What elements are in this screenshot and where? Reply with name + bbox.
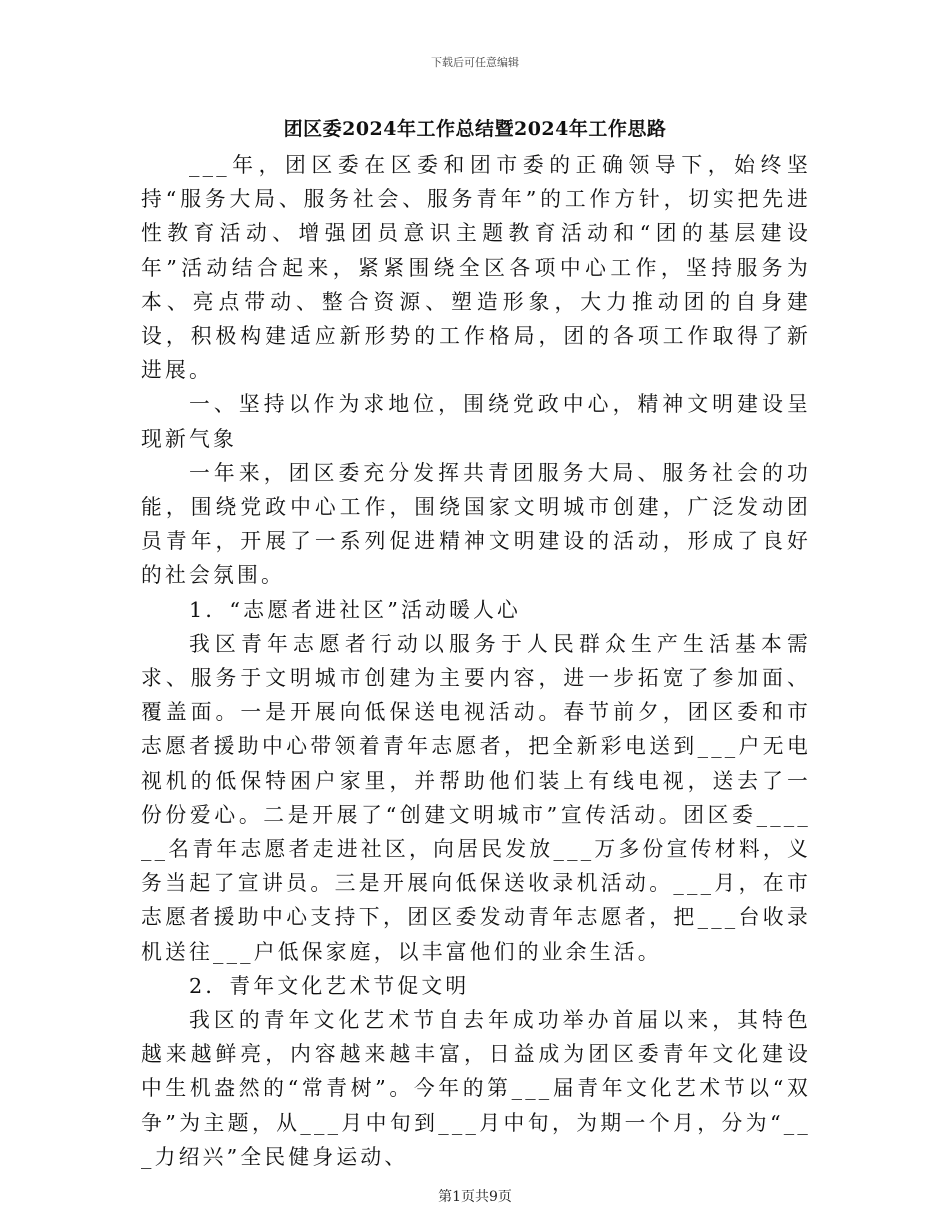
- page-footer: 第1页共9页: [438, 1189, 512, 1205]
- subheading-2: 2．青年文化艺术节促文明: [189, 973, 470, 998]
- culture-festival-paragraph: 我区的青年文化艺术节自去年成功举办首届以来，其特色越来越鲜亮，内容越来越丰富，日益成为团区委青年文化建设中生机盎然的“常青树”。今年的第___届青年文化艺术节以“双争”为主题，从___月中旬到___月中旬，为期一个月，分为“___力绍兴”全民健身运动、: [141, 1008, 811, 1169]
- document-body: [141, 148, 811, 1174]
- volunteer-paragraph: 我区青年志愿者行动以服务于人民群众生产生活基本需求、服务于文明城市创建为主要内容，进一步拓宽了参加面、覆盖面。一是开展向低保送电视活动。春节前夕，团区委和市志愿者援助中心带领着青年志愿者，把全新彩电送到___户无电视机的低保特困户家里，并帮助他们装上有线电视，送去了一份份爱心。二是开展了“创建文明城市”宣传活动。团区委______名青年志愿者走进社区，向居民发放___万多份宣传材料，义务当起了宣讲员。三是开展向低保送收录机活动。___月，在市志愿者援助中心支持下，团区委发动青年志愿者，把___台收录机送往___户低保家庭，以丰富他们的业余生活。: [141, 631, 811, 964]
- document-title: 团区委2024年工作总结暨2024年工作思路: [283, 118, 667, 140]
- intro-paragraph: ___年，团区委在区委和团市委的正确领导下，始终坚持“服务大局、服务社会、服务青年”的工作方针，切实把先进性教育活动、增强团员意识主题教育活动和“团的基层建设年”活动结合起来，紧紧围绕全区各项中心工作，坚持服务为本、亮点带动、整合资源、塑造形象，大力推动团的自身建设，积极构建适应新形势的工作格局，团的各项工作取得了新进展。: [141, 153, 811, 383]
- section-paragraph-1: 一年来，团区委充分发挥共青团服务大局、服务社会的功能，围绕党政中心工作，围绕国家文明城市创建，广泛发动团员青年，开展了一系列促进精神文明建设的活动，形成了良好的社会氛围。: [141, 460, 811, 588]
- section-heading-1: 一、坚持以作为求地位，围绕党政中心，精神文明建设呈现新气象: [141, 392, 811, 451]
- page-header: 下载后可任意编辑: [431, 56, 519, 69]
- subheading-1: 1．“志愿者进社区”活动暖人心: [189, 597, 522, 622]
